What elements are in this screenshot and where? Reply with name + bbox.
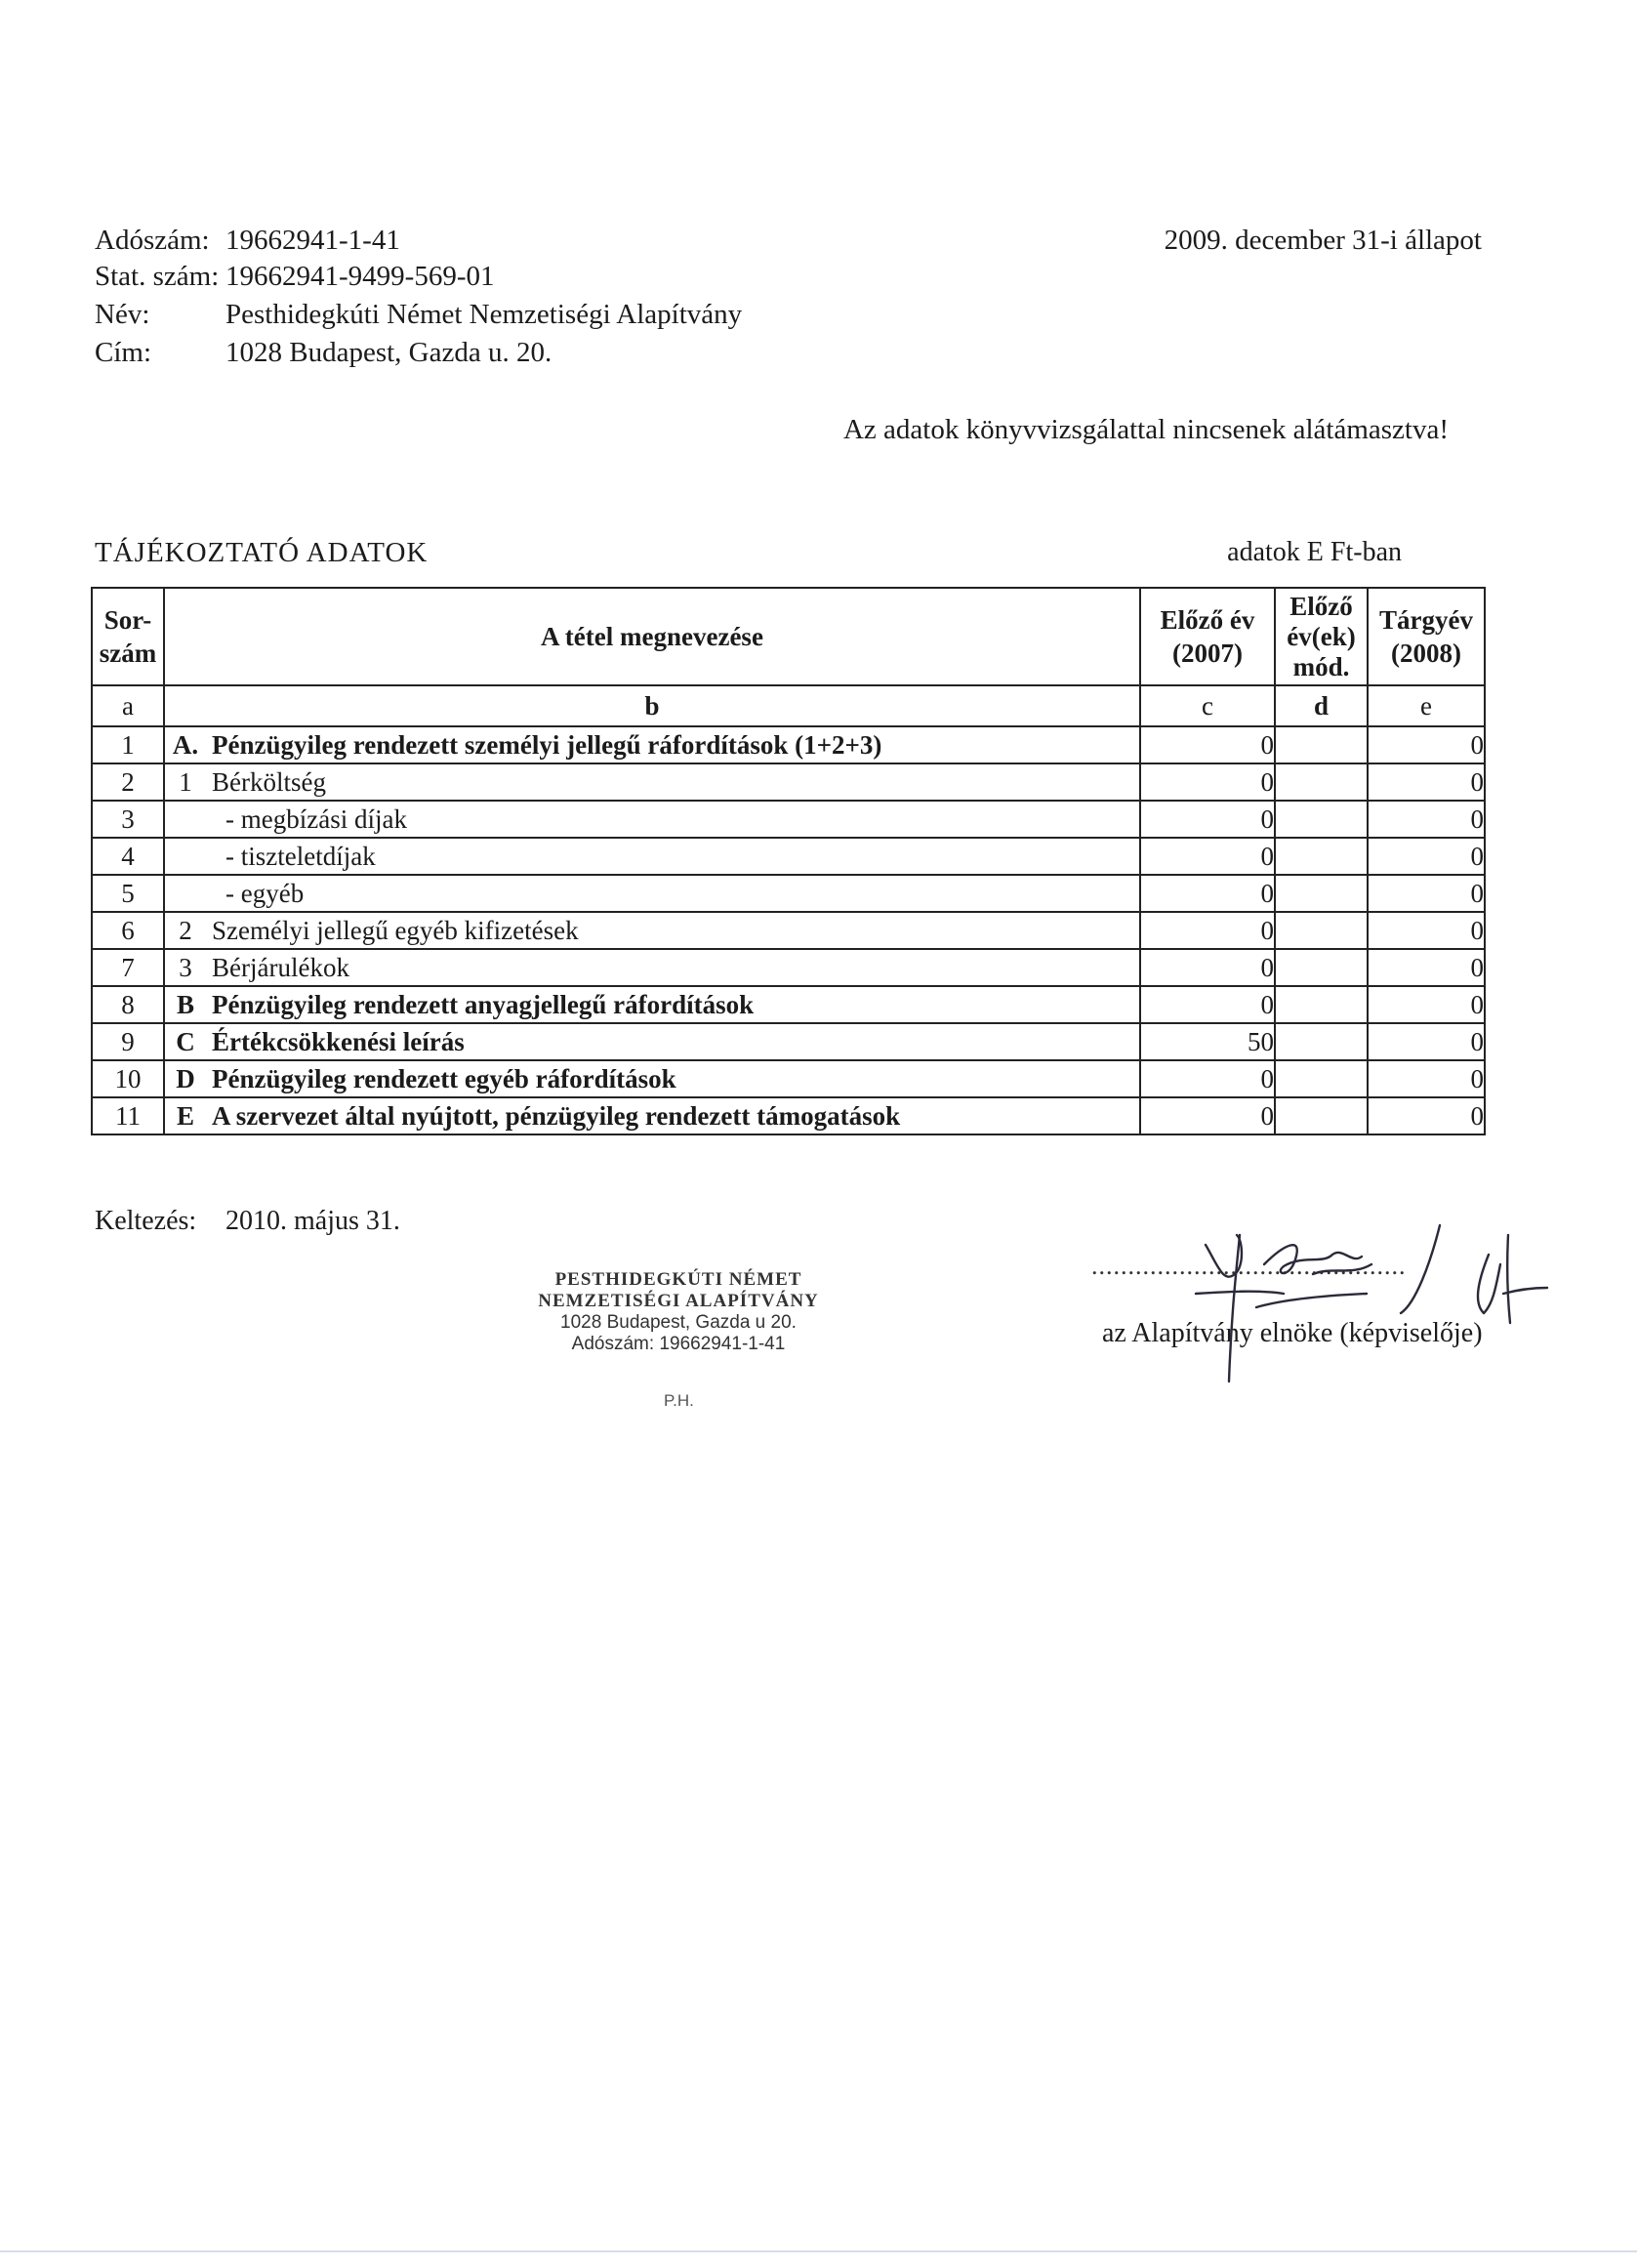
table-row (92, 949, 1485, 986)
col-header-name: A tétel megnevezése (164, 588, 1140, 685)
tax-number-value: 19662941-1-41 (225, 225, 400, 256)
row-code: A. (172, 730, 199, 760)
row-number: 10 (92, 1060, 164, 1097)
row-item (164, 801, 1140, 838)
address-value: 1028 Budapest, Gazda u. 20. (225, 337, 552, 368)
row-label: - egyéb (225, 879, 305, 908)
unit-note: adatok E Ft-ban (1227, 537, 1402, 567)
row-code: D (176, 1064, 195, 1093)
audit-note: Az adatok könyvvizsgálattal nincsenek alátámasztva! (842, 414, 1449, 445)
row-label: Bérköltség (212, 767, 326, 797)
row-number: 2 (92, 763, 164, 801)
column-letter: a (92, 685, 164, 726)
row-prev-year-value: 0 (1140, 875, 1275, 912)
table-row (92, 726, 1485, 763)
row-prev-year-value: 0 (1140, 1097, 1275, 1134)
row-current-year-value: 0 (1368, 838, 1485, 875)
date-value: 2010. május 31. (225, 1206, 400, 1236)
row-label: A szervezet által nyújtott, pénzügyileg rendezett támogatások (212, 1101, 901, 1131)
state-date: 2009. december 31-i állapot (1164, 225, 1482, 256)
stamp-line: 1028 Budapest, Gazda u 20. (560, 1312, 797, 1333)
row-item (164, 1097, 1140, 1134)
stat-number-label: Stat. szám: (95, 261, 220, 292)
row-item (164, 986, 1140, 1023)
row-item (164, 949, 1140, 986)
row-number: 7 (92, 949, 164, 986)
table-row (92, 801, 1485, 838)
row-prev-mod-value (1275, 838, 1368, 875)
row-prev-mod-value (1275, 986, 1368, 1023)
row-prev-mod-value (1275, 726, 1368, 763)
row-label: Pénzügyileg rendezett anyagjellegű ráfordítások (212, 990, 755, 1019)
row-current-year-value: 0 (1368, 726, 1485, 763)
row-current-year-value: 0 (1368, 763, 1485, 801)
column-letter: d (1275, 685, 1368, 726)
col-header-prev-mod: Előző év(ek) mód. (1275, 588, 1368, 685)
signature-caption: az Alapítvány elnöke (képviselője) (1102, 1318, 1483, 1348)
row-prev-year-value: 0 (1140, 912, 1275, 949)
row-label: Pénzügyileg rendezett egyéb ráfordítások (212, 1064, 676, 1093)
row-number: 8 (92, 986, 164, 1023)
row-code: 3 (179, 953, 192, 982)
row-prev-year-value: 0 (1140, 726, 1275, 763)
row-code: C (176, 1027, 195, 1056)
stamp-line: PESTHIDEGKÚTI NÉMET (554, 1269, 802, 1290)
row-item (164, 1060, 1140, 1097)
row-prev-mod-value (1275, 949, 1368, 986)
row-code: 2 (179, 916, 192, 945)
row-prev-mod-value (1275, 801, 1368, 838)
row-prev-mod-value (1275, 763, 1368, 801)
row-current-year-value: 0 (1368, 1060, 1485, 1097)
row-label: Személyi jellegű egyéb kifizetések (212, 916, 579, 945)
column-letter: e (1368, 685, 1485, 726)
row-prev-mod-value (1275, 1023, 1368, 1060)
row-prev-mod-value (1275, 1060, 1368, 1097)
row-prev-year-value: 0 (1140, 801, 1275, 838)
table-row (92, 1097, 1485, 1134)
row-prev-year-value: 0 (1140, 1060, 1275, 1097)
organization-stamp (508, 1269, 849, 1355)
column-letters-row (92, 685, 1485, 726)
table-header-row (92, 588, 1485, 685)
signature-line: ........................................... (1091, 1252, 1407, 1280)
row-number: 3 (92, 801, 164, 838)
ph-mark: P.H. (664, 1391, 694, 1410)
handwritten-signature (1166, 1206, 1567, 1401)
col-header-prev-year: Előző év (2007) (1140, 588, 1275, 685)
row-prev-year-value: 50 (1140, 1023, 1275, 1060)
date-label: Keltezés: (95, 1206, 197, 1236)
row-item (164, 912, 1140, 949)
row-number: 1 (92, 726, 164, 763)
row-current-year-value: 0 (1368, 801, 1485, 838)
row-current-year-value: 0 (1368, 912, 1485, 949)
table-row (92, 912, 1485, 949)
row-prev-mod-value (1275, 875, 1368, 912)
table-row (92, 986, 1485, 1023)
stamp-line: Adószám: 19662941-1-41 (571, 1334, 786, 1354)
row-code: 1 (179, 767, 192, 797)
row-number: 11 (92, 1097, 164, 1134)
col-header-sorszam: Sor- szám (92, 588, 164, 685)
column-letter: b (164, 685, 1140, 726)
row-item (164, 726, 1140, 763)
address-label: Cím: (95, 337, 152, 368)
row-number: 6 (92, 912, 164, 949)
row-current-year-value: 0 (1368, 875, 1485, 912)
table-row (92, 1023, 1485, 1060)
row-number: 4 (92, 838, 164, 875)
row-number: 9 (92, 1023, 164, 1060)
row-item (164, 838, 1140, 875)
row-prev-year-value: 0 (1140, 763, 1275, 801)
row-label: Bérjárulékok (212, 953, 349, 982)
row-current-year-value: 0 (1368, 949, 1485, 986)
table-row (92, 763, 1485, 801)
table-row (92, 1060, 1485, 1097)
column-letter: c (1140, 685, 1275, 726)
name-label: Név: (95, 299, 150, 330)
row-label: - megbízási díjak (225, 804, 407, 834)
row-item (164, 1023, 1140, 1060)
row-current-year-value: 0 (1368, 1023, 1485, 1060)
row-prev-mod-value (1275, 912, 1368, 949)
row-current-year-value: 0 (1368, 986, 1485, 1023)
row-prev-year-value: 0 (1140, 986, 1275, 1023)
row-code: B (176, 990, 194, 1019)
report-table (91, 587, 1486, 1135)
row-label: Pénzügyileg rendezett személyi jellegű ráfordítások (1+2+3) (212, 730, 882, 760)
row-item (164, 875, 1140, 912)
section-title: TÁJÉKOZTATÓ ADATOK (95, 537, 429, 568)
row-label: - tiszteletdíjak (225, 842, 376, 871)
row-prev-mod-value (1275, 1097, 1368, 1134)
stamp-line: NEMZETISÉGI ALAPÍTVÁNY (538, 1291, 819, 1311)
row-prev-year-value: 0 (1140, 949, 1275, 986)
row-code: E (176, 1101, 194, 1131)
table-row (92, 875, 1485, 912)
col-header-current-year: Tárgyév (2008) (1368, 588, 1485, 685)
scan-edge-line (0, 2250, 1637, 2252)
tax-number-label: Adószám: (95, 225, 210, 256)
name-value: Pesthidegkúti Német Nemzetiségi Alapítvány (225, 299, 743, 330)
row-number: 5 (92, 875, 164, 912)
table-row (92, 838, 1485, 875)
row-label: Értékcsökkenési leírás (212, 1027, 465, 1056)
stat-number-value: 19662941-9499-569-01 (225, 261, 495, 292)
row-item (164, 763, 1140, 801)
row-current-year-value: 0 (1368, 1097, 1485, 1134)
row-prev-year-value: 0 (1140, 838, 1275, 875)
